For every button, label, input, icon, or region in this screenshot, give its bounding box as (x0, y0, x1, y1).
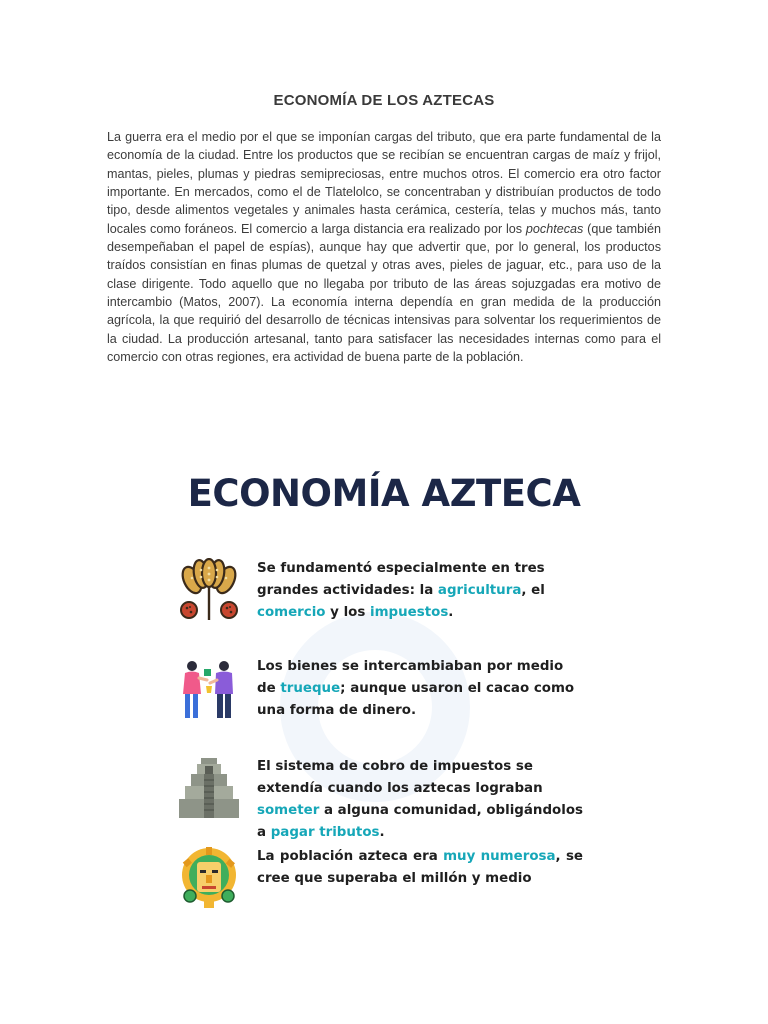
infographic (172, 462, 596, 902)
highlight-trueque: trueque (280, 681, 341, 696)
infographic-title: ECONOMÍA AZTECA (187, 472, 581, 515)
trade-exchange-icon (176, 656, 242, 722)
highlight-impuestos: impuestos (370, 605, 449, 620)
highlight-pagar-tributos: pagar tributos (270, 825, 380, 840)
highlight-comercio: comercio (257, 605, 326, 620)
maize-plant-icon (176, 558, 242, 624)
pyramid-icon (176, 756, 242, 822)
paragraph-text: (que también desempeñaban el papel de espías), aunque hay que advertir que, por lo general, los productos traídos consistían en finas plumas de quetzal y otras aves, pieles de jaguar, etc., para uso de la clase dirigente. Todo aquello que no llegaba por tributo de las áreas sojuzgadas era motivo de intercambio (Matos, 2007). La economía interna dependía en gran medida de la producción agrícola, la que requirió del desarrollo de técnicas intensivas para solventar los requerimientos de la ciudad. La producción artesanal, tanto para satisfacer las necesidades internas como para el comercio con otras regiones, era actividad de buena parte de la población. (107, 221, 661, 365)
highlight-agricultura: agricultura (437, 583, 522, 598)
info-item-text: Los bienes se intercambiaban por medio de trueque; aunque usaron el cacao como una forma de dinero. (257, 659, 575, 718)
info-item-text: El sistema de cobro de impuestos se extendía cuando los aztecas lograban someter a alguna comunidad, obligándolos a pagar tributos. (257, 759, 583, 840)
info-item-text: La población azteca era muy numerosa, se cree que superaba el millón y medio (257, 849, 583, 886)
highlight-someter: someter (257, 803, 320, 818)
document-title: ECONOMÍA DE LOS AZTECAS (273, 92, 495, 109)
info-item-text: Se fundamentó especialmente en tres grandes actividades: la agricultura, el comercio y los impuestos. (257, 561, 545, 620)
highlight-muy-numerosa: muy numerosa (443, 849, 556, 864)
paragraph-text: La guerra era el medio por el que se imponían cargas del tributo, que era parte fundamental de la economía de la ciudad. Entre los productos que se recibían se encuentran cargas de maíz y frijol, mantas, pieles, plumas y piedras semipreciosas, entre muchos otros. El comercio era otro factor importante. En mercados, como el de Tlatelolco, se concentraban y distribuían productos de todo tipo, desde alimentos vegetales y animales hasta cerámica, cestería, telas y muchos más, tanto locales como foráneos. El comercio a larga distancia era realizado por los (107, 130, 661, 236)
paragraph-italic-term: pochtecas (525, 221, 584, 236)
aztec-mask-icon (176, 846, 242, 912)
document-paragraph (107, 128, 661, 366)
